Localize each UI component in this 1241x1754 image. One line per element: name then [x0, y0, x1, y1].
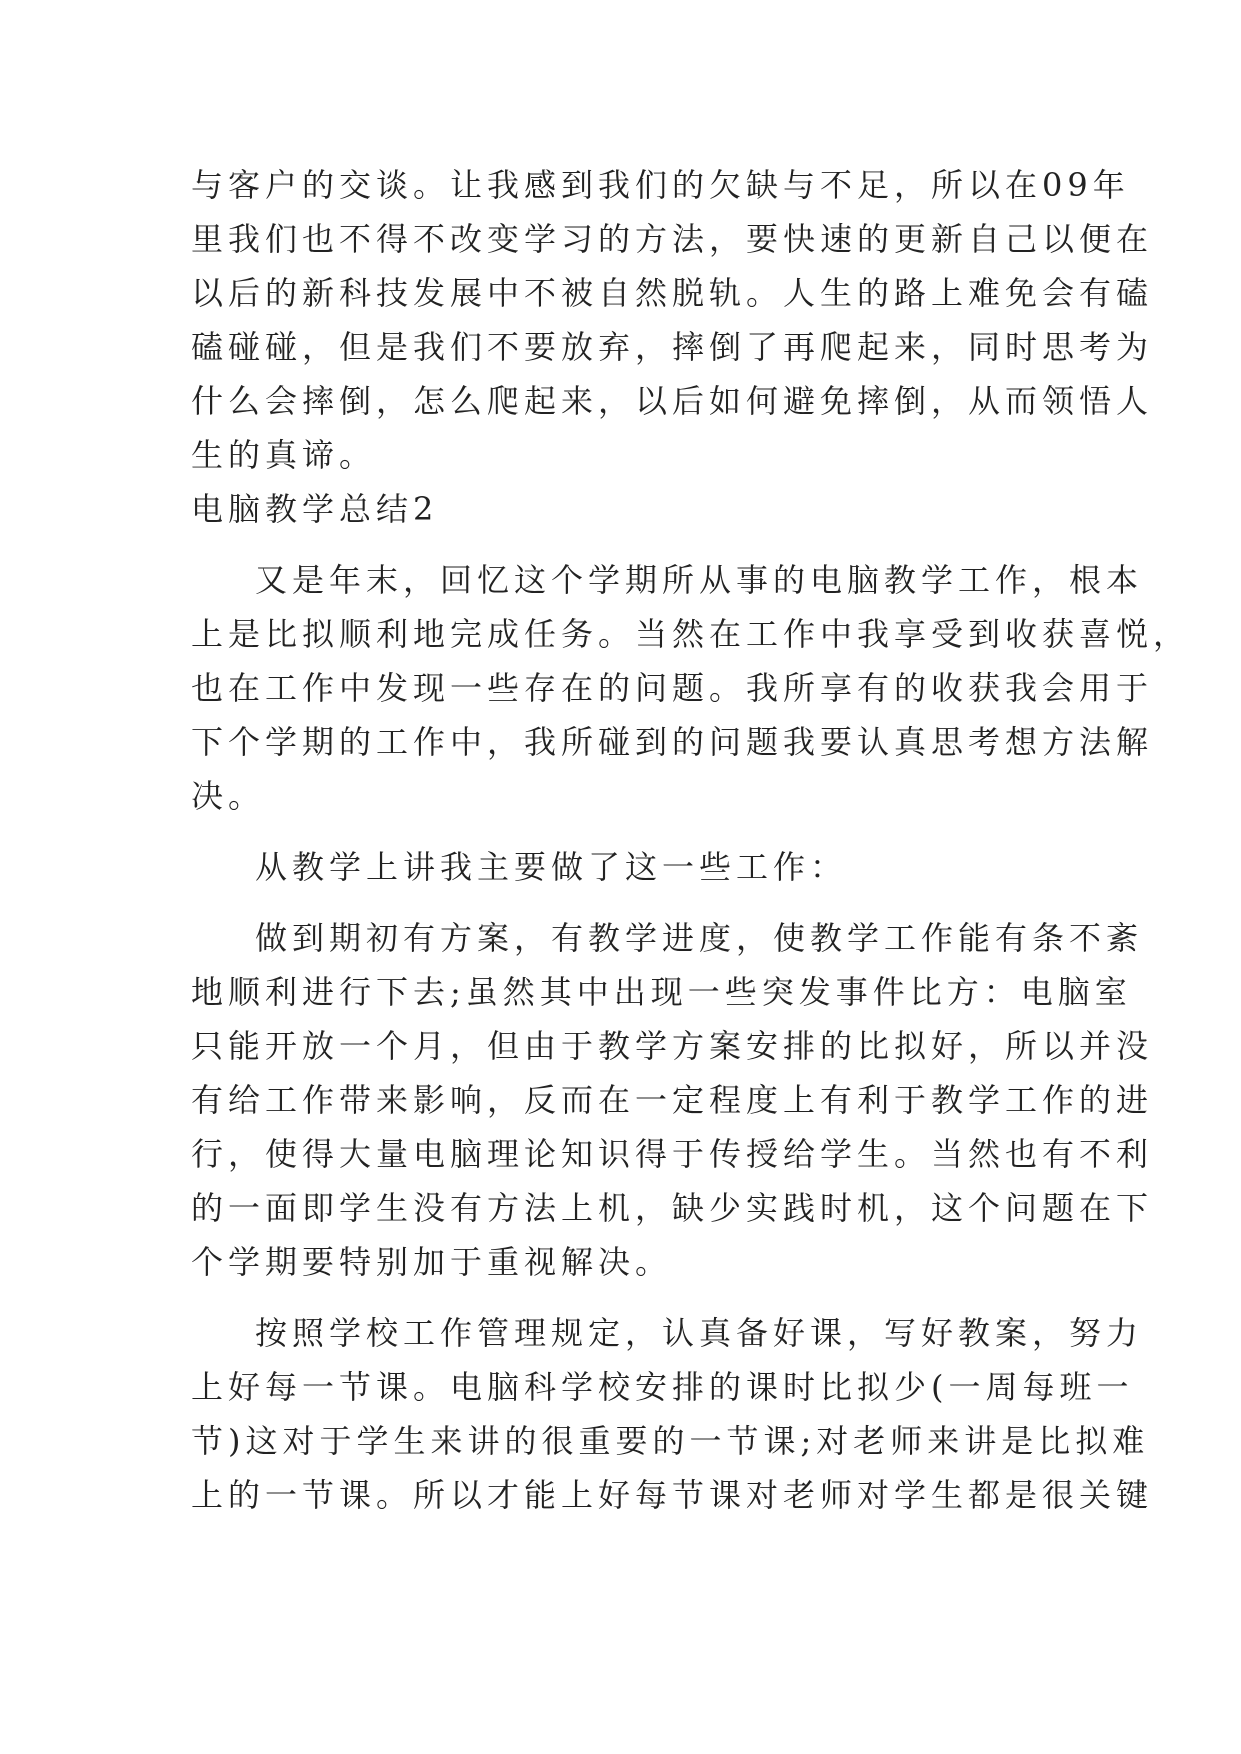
- text-line: 里我们也不得不改变学习的方法，要快速的更新自己以便在: [191, 220, 1154, 258]
- text-line: 生的真谛。: [191, 436, 377, 474]
- section-heading: [191, 482, 1051, 536]
- text-line: 决。: [191, 777, 266, 815]
- text-line: 个学期要特别加于重视解决。: [191, 1243, 673, 1281]
- text-line: 地顺利进行下去;虽然其中出现一些突发事件比方：电脑室: [191, 973, 1132, 1011]
- paragraph: [191, 158, 1154, 482]
- paragraph: [191, 840, 1051, 894]
- text-line: 的一面即学生没有方法上机，缺少实践时机，这个问题在下: [191, 1189, 1154, 1227]
- text-line: 行，使得大量电脑理论知识得于传授给学生。当然也有不利: [191, 1135, 1154, 1173]
- text-line: 从教学上讲我主要做了这一些工作：: [255, 848, 848, 886]
- heading-text: 电脑教学总结2: [191, 490, 439, 528]
- text-line: 按照学校工作管理规定，认真备好课，写好教案，努力: [255, 1314, 1144, 1352]
- text-line: 只能开放一个月，但由于教学方案安排的比拟好，所以并没: [191, 1027, 1154, 1065]
- text-line: 做到期初有方案，有教学进度，使教学工作能有条不紊: [255, 919, 1144, 957]
- paragraph: [191, 1306, 1154, 1522]
- text-line: 节)这对于学生来讲的很重要的一节课;对老师来讲是比拟难: [191, 1422, 1150, 1460]
- paragraph: [191, 911, 1154, 1289]
- text-line: 上是比拟顺利地完成任务。当然在工作中我享受到收获喜悦，: [191, 615, 1191, 653]
- text-line: 磕碰碰，但是我们不要放弃，摔倒了再爬起来，同时思考为: [191, 328, 1154, 366]
- text-line: 上的一节课。所以才能上好每节课对老师对学生都是很关键: [191, 1476, 1154, 1514]
- text-line: 下个学期的工作中，我所碰到的问题我要认真思考想方法解: [191, 723, 1154, 761]
- text-line: 也在工作中发现一些存在的问题。我所享有的收获我会用于: [191, 669, 1154, 707]
- paragraph: [191, 553, 1191, 823]
- text-line: 上好每一节课。电脑科学校安排的课时比拟少(一周每班一: [191, 1368, 1134, 1406]
- text-line: 又是年末，回忆这个学期所从事的电脑教学工作，根本: [255, 561, 1144, 599]
- document-body: [191, 158, 1191, 1522]
- text-line: 与客户的交谈。让我感到我们的欠缺与不足，所以在09年: [191, 166, 1130, 204]
- text-line: 有给工作带来影响，反而在一定程度上有利于教学工作的进: [191, 1081, 1154, 1119]
- text-line: 什么会摔倒，怎么爬起来，以后如何避免摔倒，从而领悟人: [191, 382, 1154, 420]
- text-line: 以后的新科技发展中不被自然脱轨。人生的路上难免会有磕: [191, 274, 1154, 312]
